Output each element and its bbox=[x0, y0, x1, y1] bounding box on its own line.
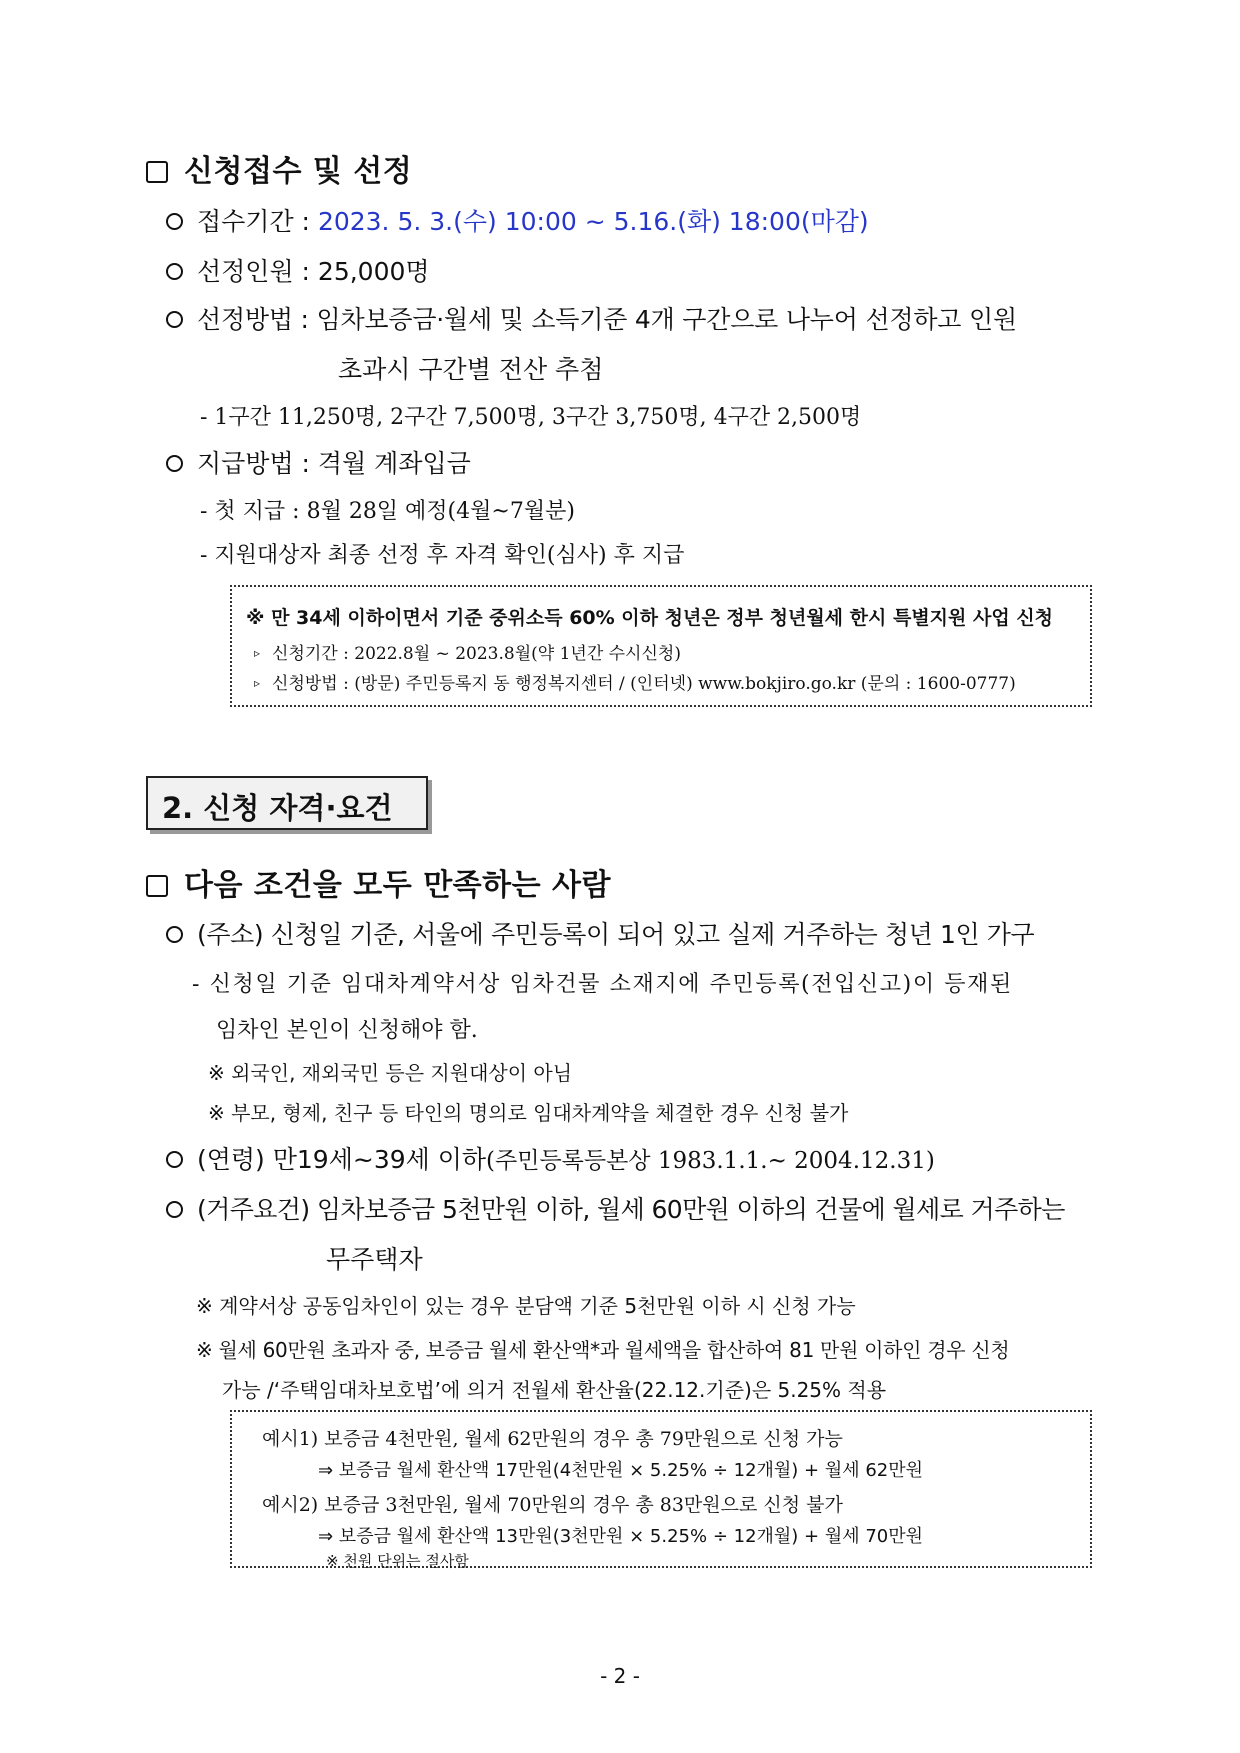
address-note-1: ※ 외국인, 재외국민 등은 지원대상이 아님 bbox=[208, 1061, 573, 1085]
example-1: 예시1) 보증금 4천만원, 월세 62만원의 경우 총 79만원으로 신청 가능 bbox=[262, 1428, 843, 1450]
circle-bullet-icon bbox=[166, 263, 183, 280]
pay-sub-2: - 지원대상자 최종 선정 후 자격 확인(심사) 후 지급 bbox=[200, 543, 685, 568]
residence-note-2: ※ 월세 60만원 초과자 중, 보증금 월세 환산액*과 월세액을 합산하여 81 만원 이하인 경우 신청 bbox=[196, 1338, 1010, 1362]
address-line: (주소) 신청일 기준, 서울에 주민등록이 되어 있고 실제 거주하는 청년 1인 가구 bbox=[166, 915, 1034, 951]
residence-note-2-cont: 가능 /‘주택임대차보호법’에 의거 전월세 환산율(22.12.기준)은 5.25% 적용 bbox=[222, 1378, 887, 1402]
notice-box bbox=[230, 585, 1092, 707]
notice-item-2: ▹ 신청방법 : (방문) 주민등록지 동 행정복지센터 / (인터넷) www.bokjiro.go.kr (문의 : 1600-0777) bbox=[254, 674, 1016, 694]
circle-bullet-icon bbox=[166, 926, 183, 943]
example-note: ※ 천원 단위는 절사함 bbox=[326, 1552, 469, 1570]
checkbox-square-icon bbox=[146, 161, 168, 183]
circle-bullet-icon bbox=[166, 1151, 183, 1168]
method-line: 선정방법 : 임차보증금·월세 및 소득기준 4개 구간으로 나누어 선정하고 인원 bbox=[166, 300, 1017, 336]
section1-title: 신청접수 및 선정 bbox=[146, 146, 412, 190]
address-sub-1: - 신청일 기준 임대차계약서상 임차건물 소재지에 주민등록(전입신고)이 등재된 bbox=[192, 972, 1013, 997]
notice-item-1: ▹ 신청기간 : 2022.8월 ~ 2023.8월(약 1년간 수시신청) bbox=[254, 644, 681, 664]
pay-sub-1: - 첫 지급 : 8월 28일 예정(4월~7월분) bbox=[200, 499, 575, 524]
section2-heading-box bbox=[146, 776, 428, 830]
circle-bullet-icon bbox=[166, 311, 183, 328]
period-value: 2023. 5. 3.(수) 10:00 ~ 5.16.(화) 18:00(마감) bbox=[317, 207, 869, 236]
section2-title: 다음 조건을 모두 만족하는 사람 bbox=[146, 860, 611, 904]
section2-heading: 2. 신청 자격·요건 bbox=[162, 791, 393, 825]
address-note-2: ※ 부모, 형제, 친구 등 타인의 명의로 임대차계약을 체결한 경우 신청 불가 bbox=[208, 1101, 849, 1125]
residence-line-cont: 무주택자 bbox=[326, 1245, 423, 1274]
example-2: 예시2) 보증금 3천만원, 월세 70만원의 경우 총 83만원으로 신청 불가 bbox=[262, 1494, 843, 1516]
circle-bullet-icon bbox=[166, 1201, 183, 1218]
pay-line: 지급방법 : 격월 계좌입금 bbox=[166, 444, 471, 480]
checkbox-square-icon bbox=[146, 875, 168, 897]
residence-note-1: ※ 계약서상 공동임차인이 있는 경우 분담액 기준 5천만원 이하 시 신청 가능 bbox=[196, 1294, 856, 1318]
circle-bullet-icon bbox=[166, 455, 183, 472]
period-line: 접수기간 : 2023. 5. 3.(수) 10:00 ~ 5.16.(화) 18:00(마감) bbox=[166, 202, 869, 238]
method-line-cont: 초과시 구간별 전산 추첨 bbox=[338, 355, 604, 384]
residence-line: (거주요건) 임차보증금 5천만원 이하, 월세 60만원 이하의 건물에 월세로 거주하는 bbox=[166, 1190, 1065, 1226]
age-line: (연령) 만19세~39세 이하(주민등록등본상 1983.1.1.~ 2004.12.31) bbox=[166, 1140, 935, 1176]
examples-box bbox=[230, 1410, 1092, 1568]
triangle-bullet-icon: ▹ bbox=[254, 676, 261, 690]
method-sub: - 1구간 11,250명, 2구간 7,500명, 3구간 3,750명, 4구간 2,500명 bbox=[200, 405, 862, 430]
example-1-calc: ⇒ 보증금 월세 환산액 17만원(4천만원 × 5.25% ÷ 12개월) + 월세 62만원 bbox=[318, 1460, 924, 1481]
notice-title: ※ 만 34세 이하이면서 기준 중위소득 60% 이하 청년은 정부 청년월세 한시 특별지원 사업 신청 bbox=[246, 607, 1054, 629]
page-number: - 2 - bbox=[600, 1664, 640, 1688]
count-line: 선정인원 : 25,000명 bbox=[166, 252, 430, 288]
triangle-bullet-icon: ▹ bbox=[254, 646, 261, 660]
example-2-calc: ⇒ 보증금 월세 환산액 13만원(3천만원 × 5.25% ÷ 12개월) + 월세 70만원 bbox=[318, 1526, 924, 1547]
address-sub-2: 임차인 본인이 신청해야 함. bbox=[216, 1018, 478, 1043]
circle-bullet-icon bbox=[166, 213, 183, 230]
